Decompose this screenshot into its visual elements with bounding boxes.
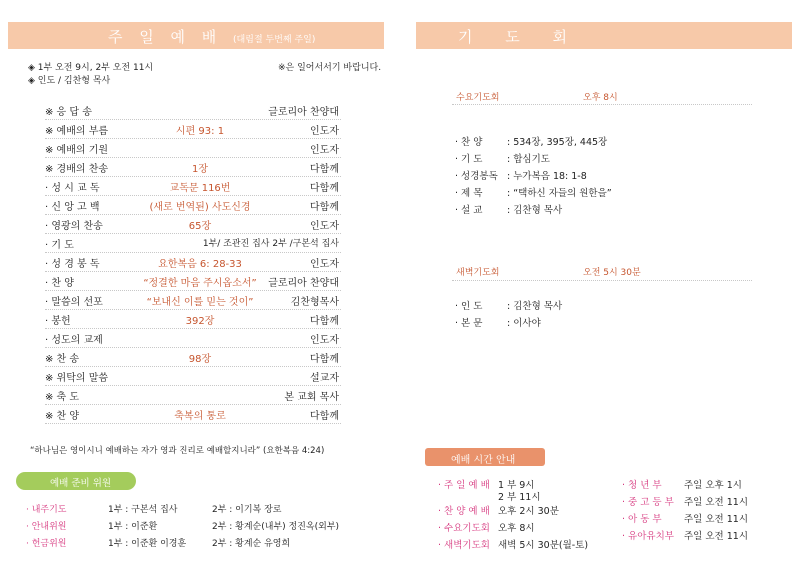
dawn-row: · 본 문 : 이사야	[455, 318, 541, 329]
dawn-prayer-time: 오전 5시 30분	[583, 268, 641, 278]
order-row: · 봉헌 392장 다함께	[45, 309, 341, 329]
order-row: ※ 찬 양 축복의 통로 다함께	[45, 404, 341, 424]
schedule-row: · 찬 양 예 배 오후 2시 30분	[438, 506, 559, 517]
order-row: · 기 도 1부/ 조관진 집사 2부 /구본석 집사	[45, 233, 341, 253]
wed-divider	[452, 104, 752, 105]
schedule-row: · 새벽기도회 새벽 5시 30분(월-토)	[438, 540, 589, 551]
schedule-row: · 주 일 예 배 1 부 9시	[438, 480, 535, 491]
order-row: ※ 찬 송 98장 다함께	[45, 347, 341, 367]
schedule-row: · 유아유치부 주일 오전 11시	[622, 531, 749, 542]
order-row: ※ 경배의 찬송 1장 다함께	[45, 157, 341, 177]
order-row: · 찬 양 “정결한 마음 주시옵소서” 글로리아 찬양대	[45, 271, 341, 291]
prep-committee-title: 예배 준비 위원	[50, 478, 112, 489]
scripture-quote: “하나님은 영이시니 예배하는 자가 영과 진리로 예배할지니라” (요한복음 4:24)	[30, 446, 325, 456]
wed-row: · 찬 양 : 534장, 395장, 445장	[455, 137, 608, 148]
wed-prayer-time: 오후 8시	[583, 93, 618, 103]
prayer-title: 기 도 회	[458, 28, 582, 46]
order-row: ※ 응 답 송 글로리아 찬양대	[45, 100, 341, 120]
order-row: · 말씀의 선포 “보내신 이를 믿는 것이” 김찬형목사	[45, 290, 341, 310]
prep-row: · 헌금위원 1부 : 이준환 이경훈 2부 : 황계순 유영희	[26, 539, 291, 549]
dawn-divider	[452, 280, 752, 281]
dawn-prayer-name: 새벽기도회	[456, 268, 500, 278]
worship-subtitle: (대림절 두번째 주일)	[233, 35, 316, 45]
order-row: ※ 예배의 기원 인도자	[45, 138, 341, 158]
prep-committee-badge	[16, 472, 136, 490]
service-schedule-title: 예배 시간 안내	[451, 455, 516, 466]
dawn-row: · 인 도 : 김찬형 목사	[455, 301, 563, 312]
wed-prayer-name: 수요기도회	[456, 93, 500, 103]
order-row: ※ 예배의 부름 시편 93: 1 인도자	[45, 119, 341, 139]
schedule-row: · 중 고 등 부 주일 오전 11시	[622, 497, 749, 508]
order-row: · 성도의 교제 인도자	[45, 328, 341, 348]
wed-row: · 성경봉독 : 누가복음 18: 1-8	[455, 171, 587, 182]
order-row: · 성 시 교 독 교독문 116번 다함께	[45, 176, 341, 196]
order-row: ※ 위탁의 말씀 설교자	[45, 366, 341, 386]
schedule-row: · 아 동 부 주일 오전 11시	[622, 514, 749, 525]
order-row: · 신 앙 고 백 (새로 번역된) 사도신경 다함께	[45, 195, 341, 215]
schedule-row: · 청 년 부 주일 오후 1시	[622, 480, 742, 491]
leader-line: ◈ 인도 / 김찬형 목사	[28, 76, 111, 86]
worship-title-text: 주 일 예 배	[108, 28, 223, 46]
schedule-row: · 수요기도회 오후 8시	[438, 523, 535, 534]
prep-row: · 안내위원 1부 : 이준환 2부 : 황계순(내부) 정진옥(외부)	[26, 522, 340, 532]
prep-row: · 내주기도 1부 : 구본석 집사 2부 : 이기복 장로	[26, 505, 282, 515]
wed-row: · 설 교 : 김찬형 목사	[455, 205, 563, 216]
wed-row: · 기 도 : 합심기도	[455, 154, 550, 165]
service-schedule-badge	[425, 448, 545, 466]
order-row: · 성 경 봉 독 요한복음 6: 28-33 인도자	[45, 252, 341, 272]
order-row: ※ 축 도 본 교회 목사	[45, 385, 341, 405]
wed-row: · 제 목 : “택하신 자들의 원한을”	[455, 188, 612, 199]
standing-notice: ※은 일어서서기 바랍니다.	[278, 63, 382, 73]
worship-title	[108, 26, 315, 47]
order-row: · 영광의 찬송 65장 인도자	[45, 214, 341, 234]
service-times-line: ◈ 1부 오전 9시, 2부 오전 11시	[28, 63, 154, 73]
